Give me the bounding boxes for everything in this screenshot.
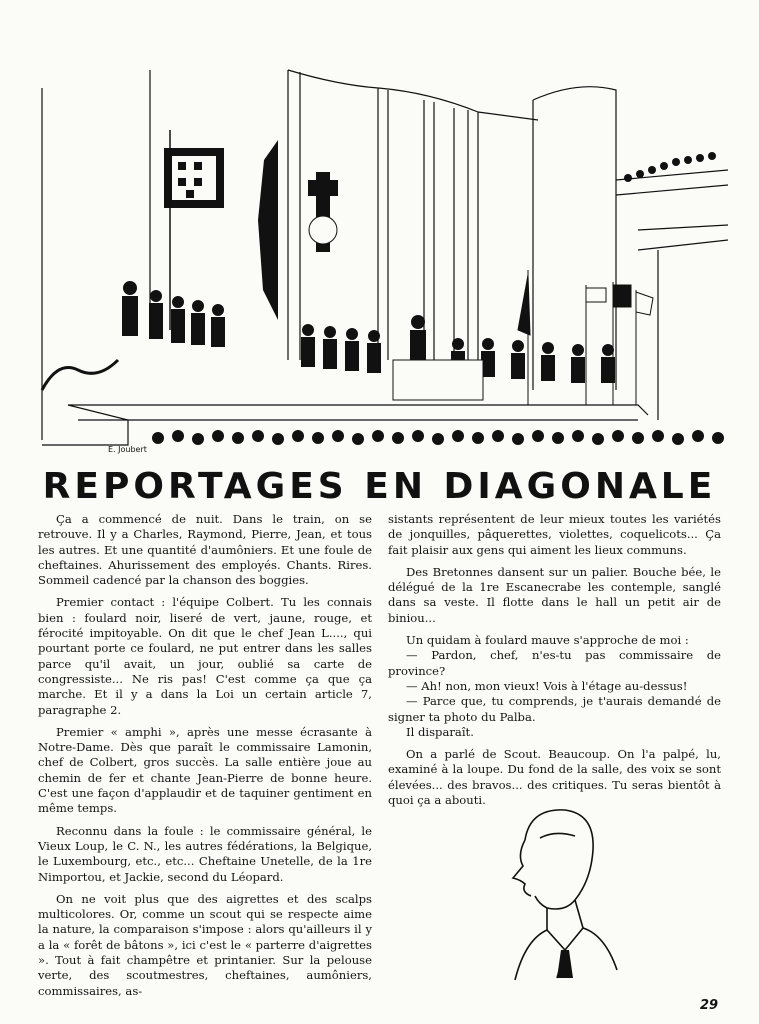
dialogue-line: — Parce que, tu comprends, je t'aurais demandé de signer ta photo du Palba. bbox=[388, 694, 721, 724]
dialogue-line: — Pardon, chef, n'es-tu pas commissaire de province? bbox=[388, 648, 721, 678]
paragraph: Des Bretonnes dansent sur un palier. Bouche bée, le délégué de la 1re Escanecrabe les contemple, sanglé dans sa veste. Il flotte dans le hall un petit air de biniou... bbox=[388, 564, 721, 625]
paragraph: sistants représentent de leur mieux toutes les variétés de jonquilles, pâquerettes, violettes, coquelicots... Ça fait plaisir aux gens qui aiment les lieux communs. bbox=[388, 512, 721, 557]
right-column bbox=[388, 512, 721, 815]
article-title: REPORTAGES EN DIAGONALE bbox=[42, 466, 717, 507]
dialogue-line: — Ah! non, mon vieux! Vois à l'étage au-dessus! bbox=[406, 678, 688, 693]
caricature-portrait bbox=[495, 800, 620, 980]
paragraph: Ça a commencé de nuit. Dans le train, on se retrouve. Il y a Charles, Raymond, Pierre, Jean, et tous les autres. Et une quantité d'aumôniers. Et une foule de cheftaines. Ahurissement des employés. Chants. Rires. Sommeil cadencé par la chanson des boggies. bbox=[38, 512, 372, 588]
paragraph: Reconnu dans la foule : le commissaire général, le Vieux Loup, le C. N., les autres fédérations, la Belgique, le Luxembourg, etc., etc... Cheftaine Unetelle, de la 1re Nimportou, et Jackie, second du Léopard. bbox=[38, 823, 372, 884]
paragraph: Premier « amphi », après une messe écrasante à Notre-Dame. Dès que paraît le commissaire Lamonin, chef de Colbert, gros succès. La salle entière joue au chemin de fer et chante Jean-Pierre de bonne heure. C'est une façon d'applaudir et de taquiner gentiment en même temps. bbox=[38, 724, 372, 816]
left-column bbox=[38, 512, 372, 1006]
assembly-hall-illustration bbox=[38, 60, 728, 455]
illustration-signature: E. Joubert bbox=[108, 445, 147, 454]
paragraph: Premier contact : l'équipe Colbert. Tu les connais bien : foulard noir, liseré de vert, jaune, rouge, et férocité impitoyable. On dit que le chef Jean L...., qui pourtant porte ce foulard, ne put entrer dans les salles parce qu'il avait, un jour, oublié sa carte de congressiste... Ne ris pas! C'est comme ça que ça marche. Et il y a dans la Loi un certain article 7, paragraphe 2. bbox=[38, 595, 372, 717]
paragraph: Il disparaît. bbox=[406, 724, 474, 739]
paragraph: On a parlé de Scout. Beaucoup. On l'a palpé, lu, examiné à la loupe. Du fond de la salle, des voix se sont élevées... des bravos... des critiques. Tu seras bientôt à quoi ça a abouti. bbox=[388, 747, 721, 808]
page-number: 29 bbox=[700, 998, 719, 1013]
paragraph: On ne voit plus que des aigrettes et des scalps multicolores. Or, comme un scout qui se respecte aime la nature, la comparaison s'impose : alors qu'ailleurs il y a la « forêt de bâtons », ici c'est le « parterre d'aigrettes ». Tout à fait champêtre et printanier. Sur la pelouse verte, des scoutmestres, cheftaines, aumôniers, commissaires, as- bbox=[38, 891, 372, 998]
paragraph: Un quidam à foulard mauve s'approche de moi : bbox=[406, 633, 689, 648]
